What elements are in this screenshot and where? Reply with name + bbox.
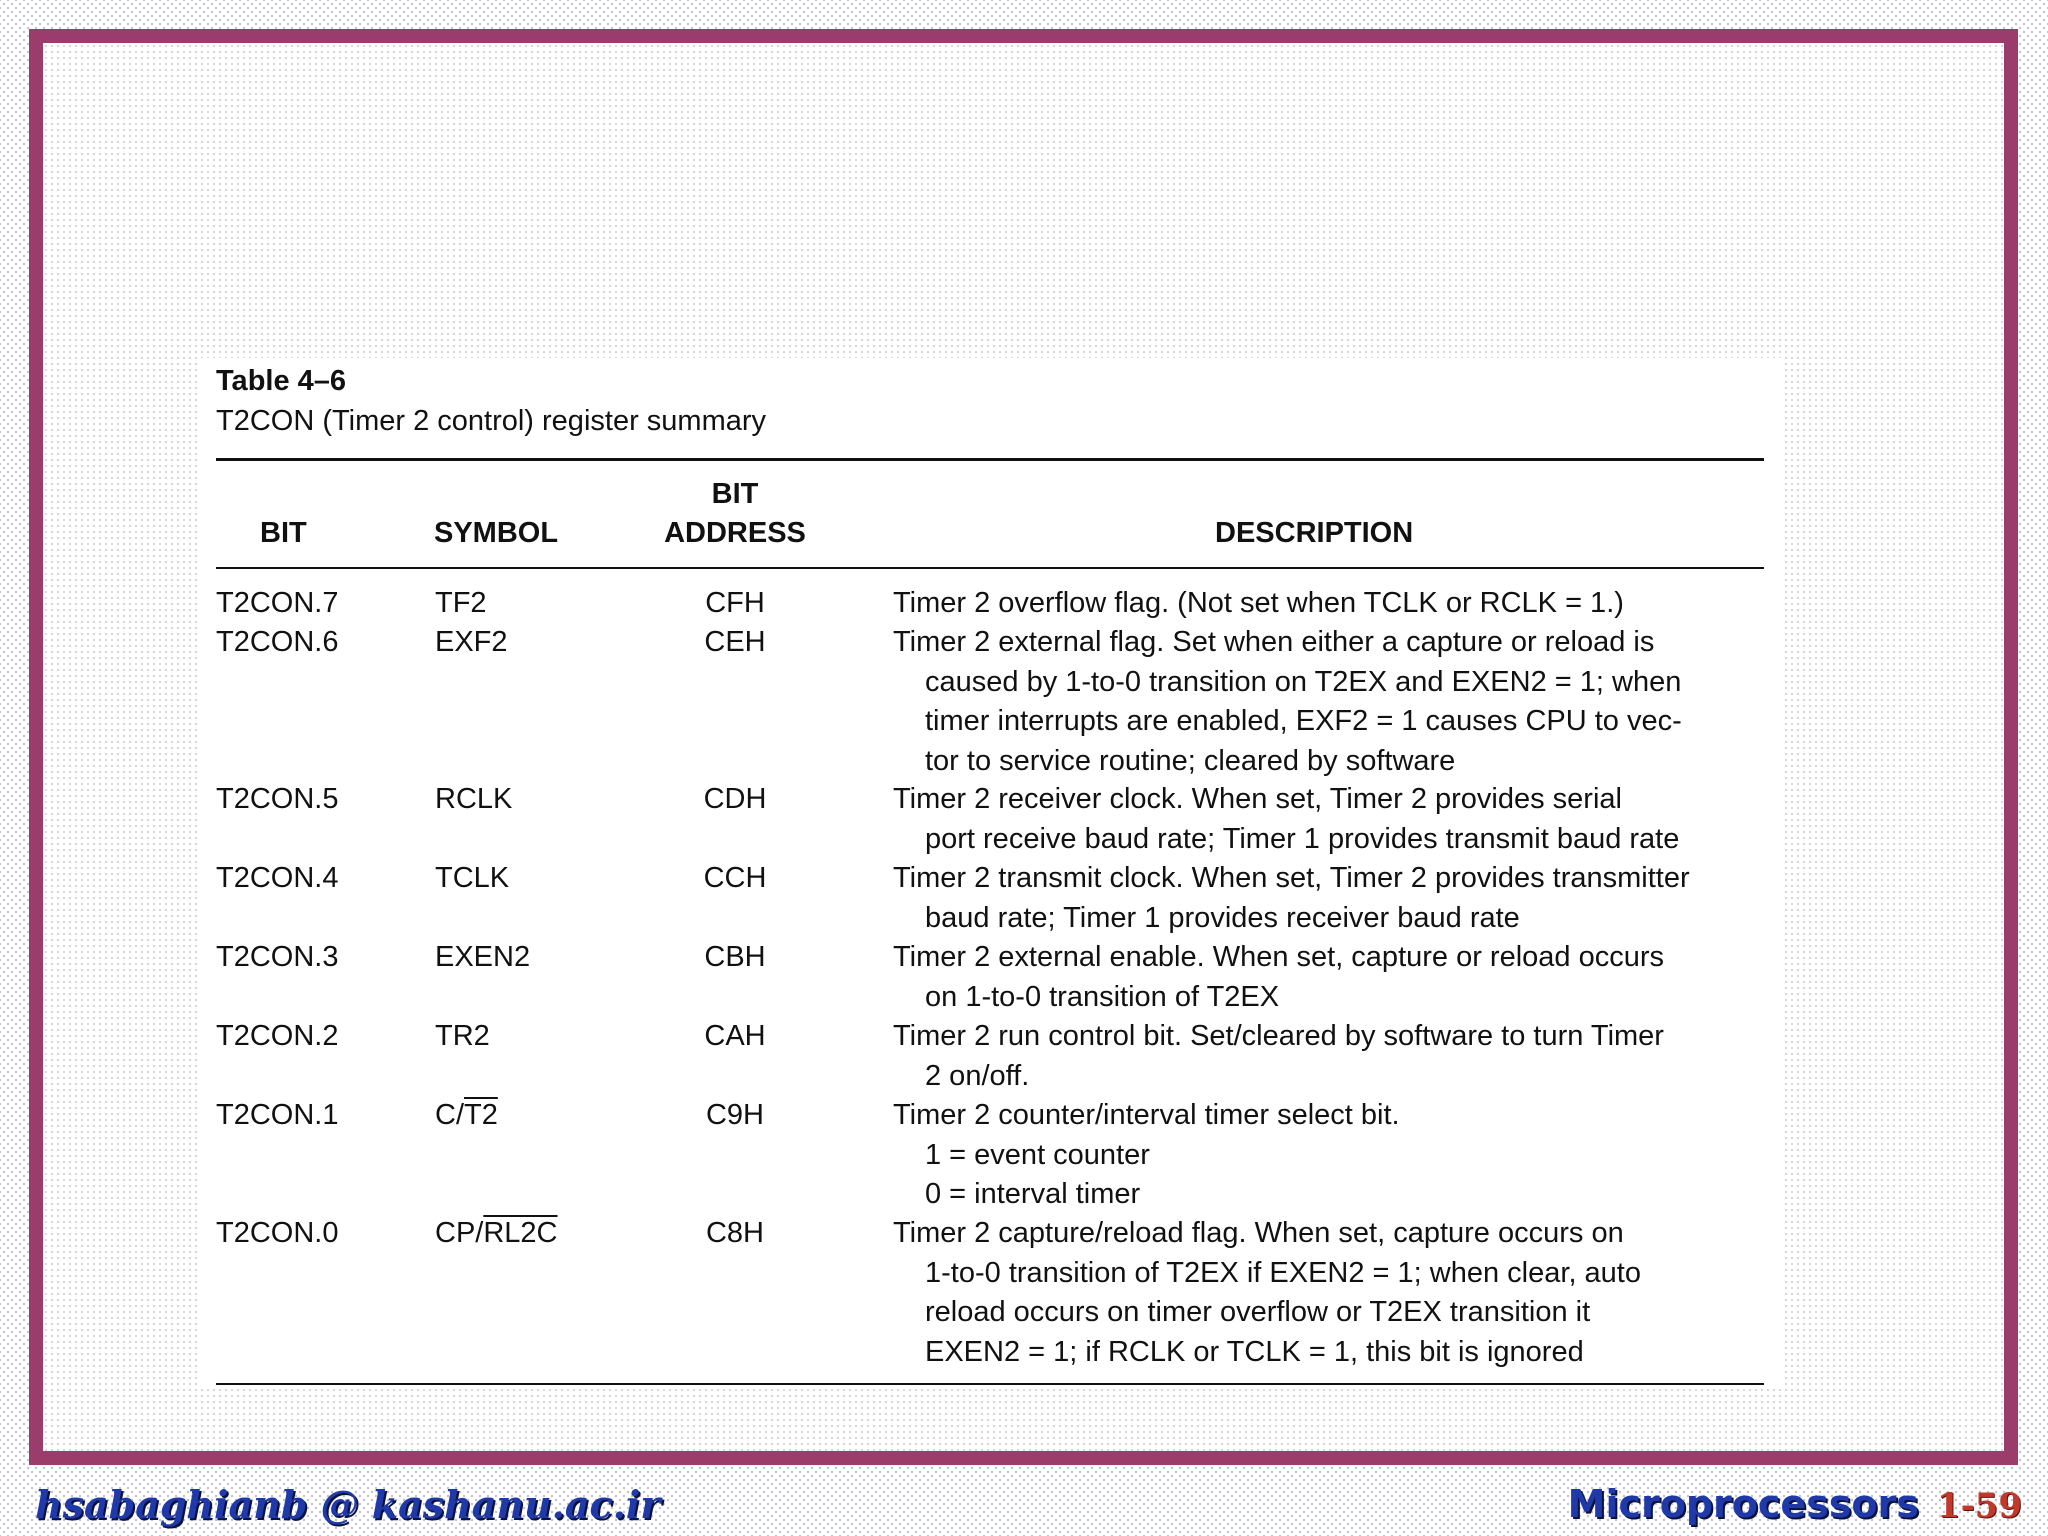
row-bit: T2CON.3: [216, 941, 339, 973]
header-description: DESCRIPTION: [1215, 517, 1414, 549]
description-line: 1 = event counter: [925, 1138, 1150, 1171]
row-description: [893, 1214, 1641, 1372]
row-bit: T2CON.4: [216, 862, 339, 894]
table-number: Table 4–6: [216, 365, 347, 397]
row-symbol: [435, 1096, 498, 1136]
description-line: port receive baud rate; Timer 1 provides transmit baud rate: [925, 822, 1680, 855]
row-description: [893, 780, 1679, 859]
description-line: timer interrupts are enabled, EXF2 = 1 causes CPU to vec-: [925, 705, 1682, 737]
description-line: 1-to-0 transition of T2EX if EXEN2 = 1; when clear, auto: [925, 1256, 1641, 1289]
symbol-text: TF2: [435, 587, 487, 619]
symbol-text: TCLK: [435, 862, 510, 894]
symbol-text: RCLK: [435, 783, 513, 815]
footer-right: [1568, 1482, 2022, 1526]
description-line: 2 on/off.: [925, 1059, 1030, 1092]
row-description: [893, 1017, 1664, 1096]
description-line: tor to service routine; cleared by software: [925, 744, 1456, 777]
row-address: CBH: [704, 941, 766, 973]
row-description: [893, 584, 1624, 624]
row-description: [893, 1096, 1400, 1215]
description-line: Timer 2 external flag. Set when either a capture or reload is: [893, 626, 1655, 658]
description-line: baud rate; Timer 1 provides receiver baud rate: [925, 901, 1520, 934]
description-line: Timer 2 receiver clock. When set, Timer 2 provides serial: [893, 783, 1622, 815]
row-symbol: [435, 1017, 490, 1057]
row-symbol: [435, 1214, 558, 1254]
description-line: EXEN2 = 1; if RCLK or TCLK = 1, this bit is ignored: [925, 1335, 1584, 1368]
row-description: [893, 859, 1690, 938]
footer-email: hsabaghianb @ kashanu.ac.ir: [35, 1482, 661, 1527]
row-symbol: [435, 623, 508, 663]
symbol-text: CP/: [435, 1217, 484, 1249]
row-address: C9H: [705, 1099, 764, 1131]
row-address: CDH: [703, 783, 767, 815]
description-line: Timer 2 overflow flag. (Not set when TCLK or RCLK = 1.): [893, 587, 1624, 619]
description-line: on 1-to-0 transition of T2EX: [925, 980, 1280, 1013]
description-line: 0 = interval timer: [925, 1178, 1141, 1210]
description-line: caused by 1-to-0 transition on T2EX and EXEN2 = 1; when: [925, 665, 1682, 698]
symbol-overbar-text: RL2C: [483, 1217, 558, 1249]
header-address-line1: BIT: [711, 478, 759, 510]
row-description: [893, 623, 1682, 781]
row-symbol: [435, 584, 487, 624]
row-symbol: [435, 780, 512, 820]
description-line: Timer 2 counter/interval timer select bit.: [893, 1099, 1400, 1131]
symbol-text: C/: [435, 1099, 464, 1131]
header-bit: BIT: [260, 517, 307, 549]
row-symbol: [435, 859, 509, 899]
header-bit-address: [640, 475, 830, 553]
row-address: CEH: [704, 626, 766, 658]
header-address-line2: ADDRESS: [664, 517, 806, 549]
description-line: Timer 2 external enable. When set, capture or reload occurs: [893, 941, 1665, 973]
row-address: CFH: [705, 587, 765, 619]
table-top-rule: [216, 458, 1764, 461]
header-symbol: SYMBOL: [434, 517, 559, 549]
description-line: Timer 2 run control bit. Set/cleared by software to turn Timer: [893, 1020, 1664, 1052]
table-caption: T2CON (Timer 2 control) register summary: [216, 405, 767, 437]
symbol-text: TR2: [435, 1020, 490, 1052]
description-line: Timer 2 capture/reload flag. When set, capture occurs on: [893, 1217, 1624, 1249]
row-bit: T2CON.0: [216, 1217, 339, 1249]
row-address: CCH: [703, 862, 767, 894]
row-bit: T2CON.2: [216, 1020, 339, 1052]
row-bit: T2CON.5: [216, 783, 339, 815]
footer-course: Microprocessors: [1567, 1482, 1919, 1526]
symbol-overbar-text: T2: [464, 1099, 498, 1131]
symbol-text: EXEN2: [435, 941, 531, 973]
row-address: C8H: [705, 1217, 764, 1249]
row-bit: T2CON.1: [216, 1099, 339, 1131]
page-number: 1-59: [1936, 1486, 2022, 1526]
table-header-rule: [216, 567, 1764, 569]
description-line: Timer 2 transmit clock. When set, Timer 2 provides transmitter: [893, 862, 1690, 894]
table-bottom-rule: [216, 1383, 1764, 1385]
symbol-text: EXF2: [435, 626, 508, 658]
row-symbol: [435, 938, 530, 978]
row-address: CAH: [704, 1020, 766, 1052]
row-bit: T2CON.7: [216, 587, 339, 619]
row-bit: T2CON.6: [216, 626, 339, 658]
description-line: reload occurs on timer overflow or T2EX transition it: [925, 1296, 1591, 1328]
row-description: [893, 938, 1664, 1017]
